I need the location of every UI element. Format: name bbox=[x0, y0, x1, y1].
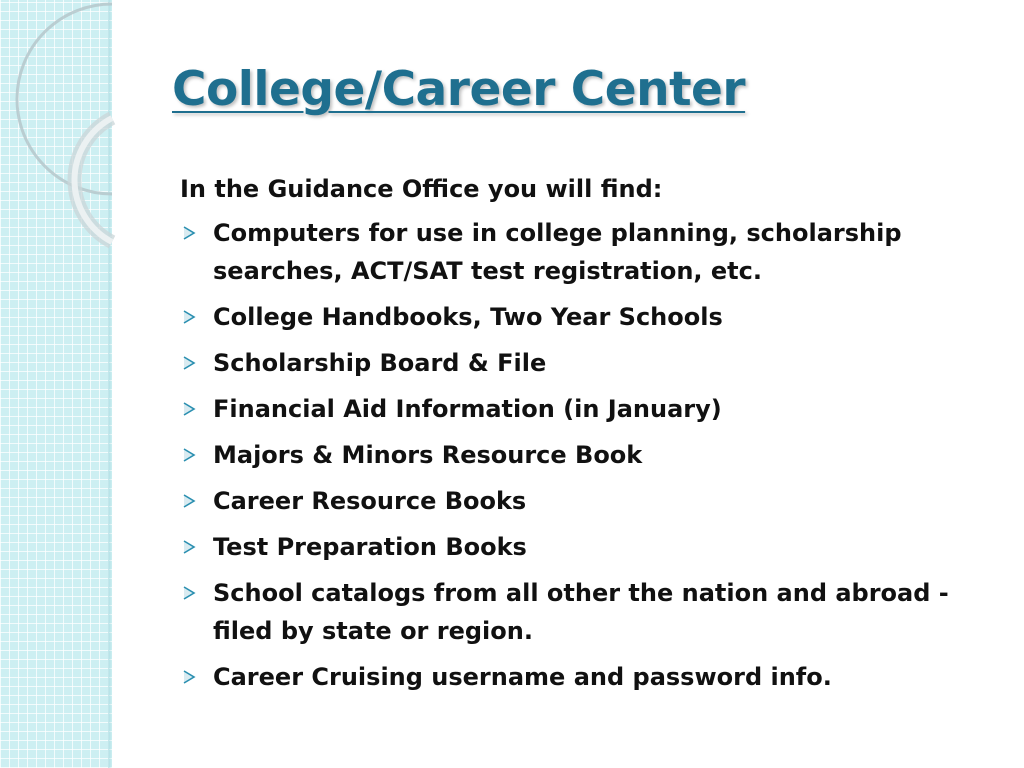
chevron-right-icon bbox=[182, 658, 200, 696]
list-item bbox=[180, 344, 990, 382]
list-item-text: Test Preparation Books bbox=[213, 533, 527, 561]
list-item bbox=[180, 390, 990, 428]
list-item-text: School catalogs from all other the nation and abroad -filed by state or region. bbox=[213, 579, 949, 645]
list-item-text: Career Cruising username and password info. bbox=[213, 663, 832, 691]
chevron-right-icon bbox=[182, 344, 200, 382]
chevron-right-icon bbox=[182, 214, 200, 252]
list-item-text: Scholarship Board & File bbox=[213, 349, 547, 377]
list-item bbox=[180, 214, 990, 290]
list-item-text: Computers for use in college planning, scholarship searches, ACT/SAT test registration, etc. bbox=[213, 219, 902, 285]
list-item-text: College Handbooks, Two Year Schools bbox=[213, 303, 723, 331]
chevron-right-icon bbox=[182, 390, 200, 428]
list-item bbox=[180, 658, 990, 696]
slide-content bbox=[180, 170, 990, 704]
list-item bbox=[180, 528, 990, 566]
chevron-right-icon bbox=[182, 482, 200, 520]
list-item bbox=[180, 574, 990, 650]
list-item-text: Career Resource Books bbox=[213, 487, 527, 515]
list-item-text: Financial Aid Information (in January) bbox=[213, 395, 722, 423]
chevron-right-icon bbox=[182, 528, 200, 566]
strip-edge bbox=[108, 0, 112, 768]
slide-title: College/Career Center bbox=[172, 62, 746, 117]
list-item-text: Majors & Minors Resource Book bbox=[213, 441, 643, 469]
chevron-right-icon bbox=[182, 436, 200, 474]
list-item bbox=[180, 482, 990, 520]
chevron-right-icon bbox=[182, 574, 200, 612]
intro-text: In the Guidance Office you will find: bbox=[180, 175, 663, 203]
list-item bbox=[180, 298, 990, 336]
list-item bbox=[180, 436, 990, 474]
chevron-right-icon bbox=[182, 298, 200, 336]
decorative-grid-strip bbox=[0, 0, 112, 768]
bullet-list bbox=[180, 214, 990, 696]
